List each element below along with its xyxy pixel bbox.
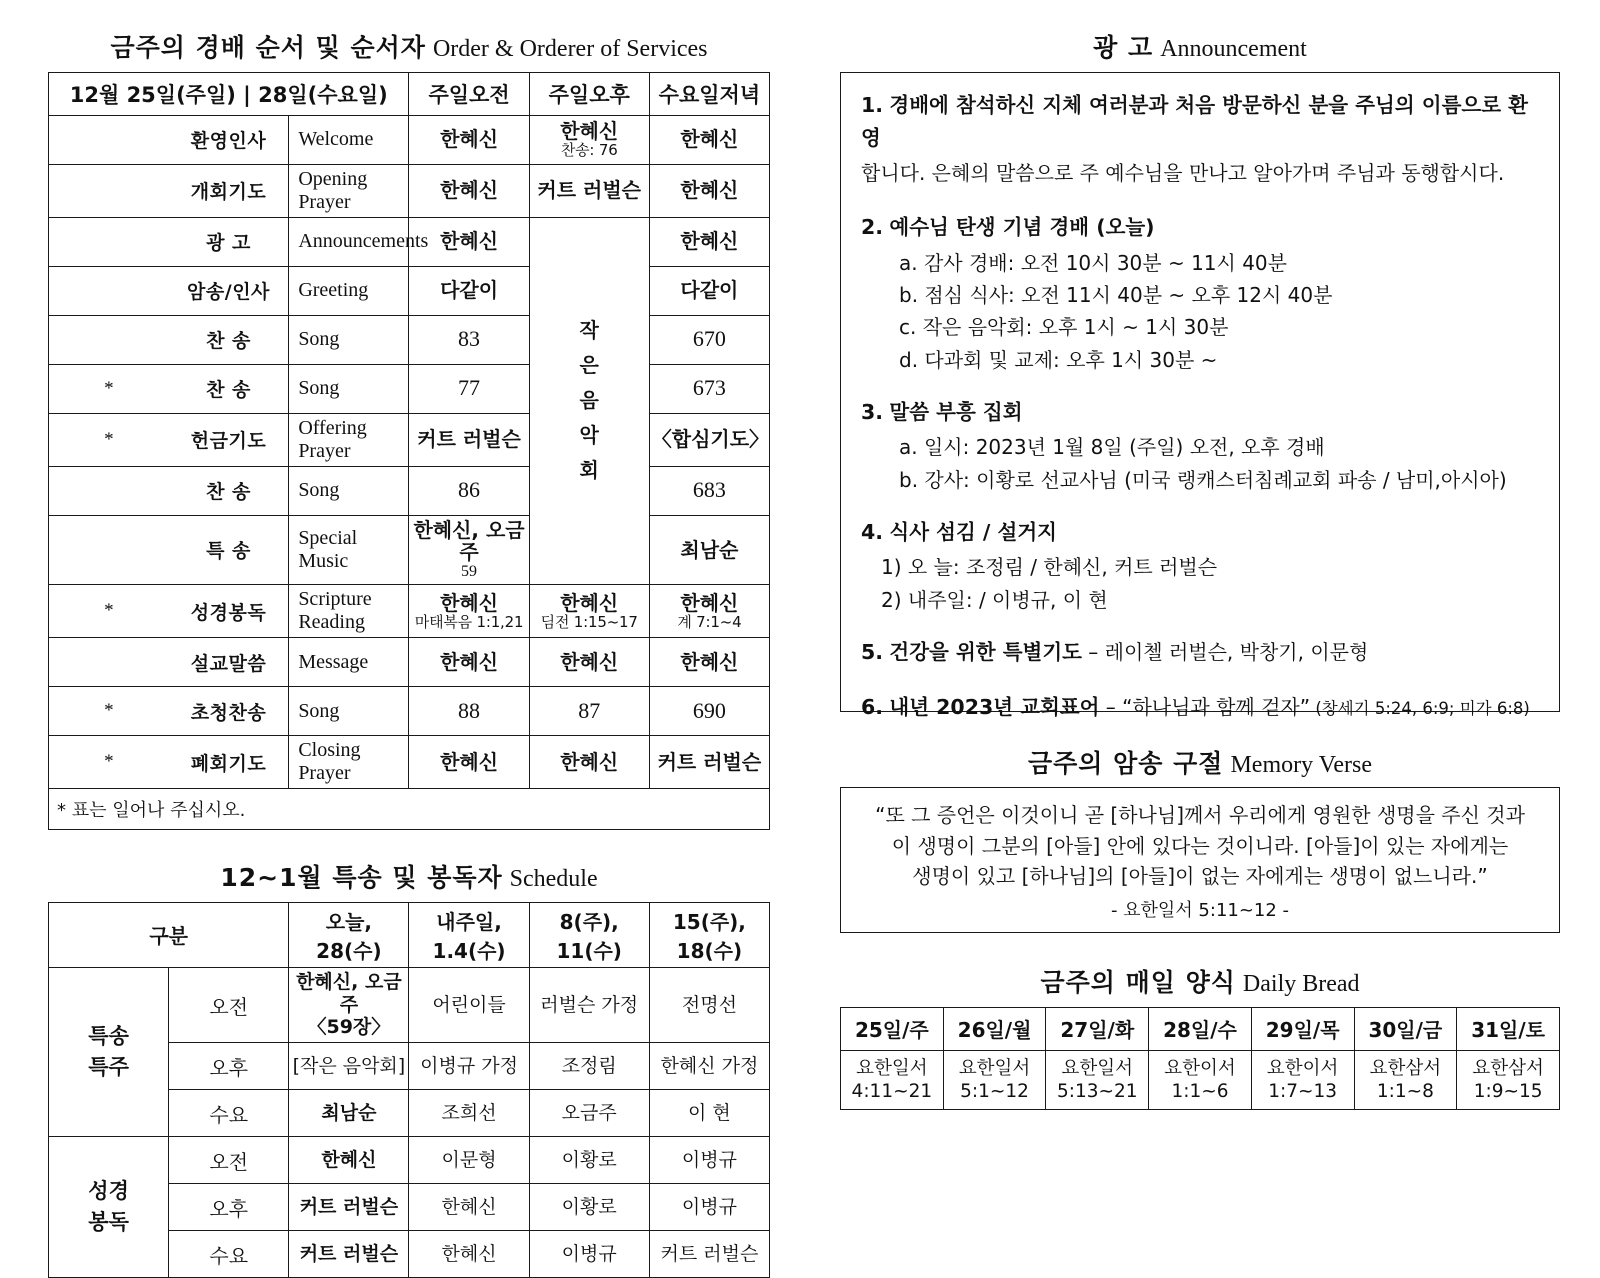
schedule-cell: 한혜신 (409, 1184, 529, 1231)
table-row (49, 687, 770, 736)
schedule-cell: 이병규 (649, 1184, 769, 1231)
announcement-item-number: 4. (861, 520, 884, 545)
announcement-item (861, 211, 1541, 244)
announcement-item-reference: (창세기 5:24, 6:9; 미가 6:8) (1310, 699, 1530, 719)
schedule-cell: 커트 러벌슨 (289, 1184, 409, 1231)
order-row-label-ko: 특 송 (169, 515, 289, 585)
schedule-cell: 이 현 (649, 1090, 769, 1137)
announcement-item-heading: 건강을 위한 특별기도 (889, 640, 1082, 665)
order-header-row (49, 72, 770, 115)
announcement-spacer (861, 671, 1541, 691)
daily-bread-passage (1457, 1050, 1560, 1109)
order-row-star (49, 515, 169, 585)
order-row-star: * (49, 364, 169, 413)
order-cell-wed: 690 (649, 687, 769, 736)
order-row-label-ko: 찬 송 (169, 315, 289, 364)
order-cell-sun-am: 다같이 (409, 266, 529, 315)
order-row-star: * (49, 413, 169, 466)
order-cell-sun-pm-merged (529, 217, 649, 585)
schedule-group-label: 성경 봉독 (49, 1137, 169, 1278)
order-row-label-en: Offering Prayer (289, 413, 409, 466)
table-row (49, 217, 770, 266)
order-row-star (49, 115, 169, 164)
daily-bread-book: 요한일서 (958, 1057, 1031, 1079)
schedule-header-category: 구분 (49, 902, 289, 967)
announcement-item-continuation (861, 157, 1541, 189)
order-row-label-ko: 성경봉독 (169, 585, 289, 638)
schedule-cell: 한혜신 (409, 1231, 529, 1278)
schedule-time-label: 수요 (169, 1231, 289, 1278)
schedule-cell: 이황로 (529, 1184, 649, 1231)
order-row-star (49, 217, 169, 266)
order-title-en: Order & Orderer of Services (432, 36, 708, 62)
announcement-title (840, 34, 1560, 64)
schedule-header-col: 오늘, 28(수) (289, 902, 409, 967)
schedule-cell: 이병규 (649, 1137, 769, 1184)
daily-bread-table (840, 1007, 1560, 1110)
schedule-time-label: 오전 (169, 1137, 289, 1184)
order-footnote-row (49, 789, 770, 830)
daily-bread-book: 요한삼서 (1369, 1057, 1442, 1079)
order-cell-sun-pm: 한혜신 (529, 736, 649, 789)
schedule-group-label: 특송 특주 (49, 967, 169, 1136)
table-row (49, 736, 770, 789)
schedule-cell: 한혜신 가정 (649, 1043, 769, 1090)
order-cell-sun-am: 한혜신 (409, 115, 529, 164)
order-row-label-en: Song (289, 315, 409, 364)
daily-bread-passage (943, 1050, 1046, 1109)
order-cell-wed: 683 (649, 466, 769, 515)
daily-bread-title-ko: 금주의 매일 양식 (1040, 968, 1236, 998)
schedule-cell: 한혜신, 오금주 〈59장〉 (289, 967, 409, 1042)
daily-bread-passage (1251, 1050, 1354, 1109)
schedule-cell: 이문형 (409, 1137, 529, 1184)
order-cell-wed: 다같이 (649, 266, 769, 315)
memory-verse-line: 이 생명이 그분의 [아들] 안에 있다는 것이니라. [아들]이 있는 자에게는 (891, 833, 1509, 858)
order-cell-sun-am: 한혜신 (409, 638, 529, 687)
announcement-spacer (861, 376, 1541, 396)
schedule-cell: 이병규 (529, 1231, 649, 1278)
announcement-item-number: 1. (861, 92, 884, 117)
order-row-label-ko: 환영인사 (169, 115, 289, 164)
daily-bread-body-row (841, 1050, 1560, 1109)
schedule-time-label: 오후 (169, 1184, 289, 1231)
order-row-star (49, 266, 169, 315)
memory-verse-box (840, 787, 1560, 933)
order-cell-sun-pm: 한혜신 (529, 638, 649, 687)
announcement-subitem: 1) 오 늘: 조정림 / 한혜신, 커트 러벌슨 (881, 555, 1218, 580)
table-row (49, 515, 770, 585)
schedule-time-label: 오전 (169, 967, 289, 1042)
order-row-label-ko: 폐회기도 (169, 736, 289, 789)
daily-bread-day-header: 29일/목 (1251, 1007, 1354, 1050)
schedule-title-en: Schedule (509, 866, 598, 893)
announcement-item (861, 396, 1541, 429)
order-cell-sun-pm: 87 (529, 687, 649, 736)
order-cell-sun-am: 88 (409, 687, 529, 736)
schedule-header-row (49, 902, 770, 967)
schedule-cell: 한혜신 (289, 1137, 409, 1184)
order-row-star (49, 164, 169, 217)
daily-bread-passage (841, 1050, 944, 1109)
order-cell-sun-pm: 한혜신 딤전 1:15~17 (529, 585, 649, 638)
order-row-label-en: Scripture Reading (289, 585, 409, 638)
order-row-label-en: Greeting (289, 266, 409, 315)
order-cell-sun-am: 커트 러벌슨 (409, 413, 529, 466)
schedule-title (48, 864, 770, 894)
announcement-spacer (861, 616, 1541, 636)
order-cell-sun-am: 77 (409, 364, 529, 413)
order-row-label-en: Song (289, 466, 409, 515)
table-row (49, 585, 770, 638)
schedule-header-col: 8(주), 11(수) (529, 902, 649, 967)
table-row (49, 638, 770, 687)
order-row-label-en: Message (289, 638, 409, 687)
schedule-cell: 조정림 (529, 1043, 649, 1090)
order-row-label-en: Welcome (289, 115, 409, 164)
order-row-star (49, 638, 169, 687)
order-cell-wed: 한혜신 계 7:1~4 (649, 585, 769, 638)
daily-bread-day-header: 31일/토 (1457, 1007, 1560, 1050)
announcement-item-heading: 말씀 부흥 집회 (889, 400, 1023, 425)
order-cell-wed: 한혜신 (649, 217, 769, 266)
schedule-time-label: 수요 (169, 1090, 289, 1137)
schedule-cell: 커트 러벌슨 (289, 1231, 409, 1278)
order-row-label-ko: 암송/인사 (169, 266, 289, 315)
daily-bread-verse: 5:13~21 (1056, 1080, 1138, 1102)
announcement-subitem: a. 감사 경배: 오전 10시 30분 ~ 11시 40분 (899, 250, 1287, 275)
order-cell-sun-am: 한혜신 (409, 217, 529, 266)
announcement-subitem: 2) 내주일: / 이병규, 이 현 (881, 587, 1108, 612)
daily-bread-verse: 4:11~21 (851, 1080, 933, 1102)
announcement-item (861, 516, 1541, 549)
memory-verse-line: “또 그 증언은 이것이니 곧 [하나님]께서 우리에게 영원한 생명을 주신 것과 (875, 803, 1525, 828)
order-title-ko: 금주의 경배 순서 및 순서자 (110, 33, 426, 62)
daily-bread-book: 요한이서 (1266, 1057, 1339, 1079)
daily-bread-passage (1046, 1050, 1149, 1109)
schedule-title-ko: 12~1월 특송 및 봉독자 (220, 863, 503, 893)
table-row (49, 466, 770, 515)
order-cell-wed: 673 (649, 364, 769, 413)
announcement-subitem: c. 작은 음악회: 오후 1시 ~ 1시 30분 (899, 315, 1229, 340)
order-cell-sun-pm: 커트 러벌슨 (529, 164, 649, 217)
order-cell-wed: 최남순 (649, 515, 769, 585)
announcement-subitem: d. 다과회 및 교제: 오후 1시 30분 ~ (899, 347, 1218, 372)
order-header-dates: 12월 25일(주일) | 28일(수요일) (49, 72, 409, 115)
announcement-item (861, 636, 1541, 669)
announcement-title-ko: 광 고 (1093, 33, 1154, 62)
announcement-item-number: 3. (861, 400, 884, 425)
order-row-label-ko: 개회기도 (169, 164, 289, 217)
table-row (49, 967, 770, 1042)
daily-bread-book: 요한이서 (1164, 1057, 1236, 1079)
order-row-star (49, 466, 169, 515)
order-header-sun-pm: 주일오후 (529, 72, 649, 115)
daily-bread-section (840, 969, 1560, 1110)
daily-bread-day-header: 25일/주 (841, 1007, 944, 1050)
daily-bread-verse: 1:1~8 (1376, 1080, 1434, 1102)
announcement-item-heading: 내년 2023년 교회표어 (889, 695, 1100, 720)
order-of-services-title (48, 34, 770, 64)
daily-bread-passage (1149, 1050, 1252, 1109)
announcement-item-heading-rest: – 레이첼 러벌슨, 박창기, 이문형 (1081, 640, 1369, 665)
announcement-spacer (861, 191, 1541, 211)
order-cell-wed: 커트 러벌슨 (649, 736, 769, 789)
order-cell-sun-am: 한혜신 마태복음 1:1,21 (409, 585, 529, 638)
announcement-item-number: 5. (861, 640, 884, 665)
order-cell-wed: 한혜신 (649, 164, 769, 217)
schedule-cell: 러벌슨 가정 (529, 967, 649, 1042)
order-row-label-ko: 설교말씀 (169, 638, 289, 687)
daily-bread-verse: 1:9~15 (1473, 1080, 1543, 1102)
daily-bread-day-header: 30일/금 (1354, 1007, 1457, 1050)
order-cell-sun-am: 한혜신 (409, 736, 529, 789)
announcement-item-heading: 식사 섬김 / 설거지 (889, 520, 1057, 545)
order-row-label-ko: 헌금기도 (169, 413, 289, 466)
schedule-header-col: 내주일, 1.4(수) (409, 902, 529, 967)
announcement-item-continuation-text: 합니다. 은혜의 말씀으로 주 예수님을 만나고 알아가며 주님과 동행합시다. (861, 161, 1505, 185)
table-row (49, 315, 770, 364)
announcement-box (840, 72, 1560, 720)
daily-bread-verse: 5:1~12 (960, 1080, 1029, 1102)
order-row-label-en: Announcements (289, 217, 409, 266)
memory-verse-section (840, 750, 1560, 934)
order-row-label-ko: 찬 송 (169, 364, 289, 413)
announcement-item (861, 691, 1541, 724)
daily-bread-book: 요한삼서 (1472, 1057, 1544, 1079)
daily-bread-verse: 1:1~6 (1171, 1080, 1229, 1102)
daily-bread-passage (1354, 1050, 1457, 1109)
table-row (49, 164, 770, 217)
left-column (0, 0, 800, 1268)
memory-verse-title (840, 750, 1560, 780)
daily-bread-book: 요한일서 (856, 1057, 928, 1079)
order-cell-sun-am: 한혜신 (409, 164, 529, 217)
order-cell-sun-am: 한혜신, 오금주 59 (409, 515, 529, 585)
order-row-label-ko: 초청찬송 (169, 687, 289, 736)
table-row (49, 364, 770, 413)
announcement-item-number: 6. (861, 695, 884, 720)
memory-verse-line: 생명이 있고 [하나님]의 [아들]이 없는 자에게는 생명이 없느니라.” (912, 863, 1488, 888)
memory-verse-title-en: Memory Verse (1230, 751, 1372, 778)
order-row-star: * (49, 736, 169, 789)
schedule-cell: 이황로 (529, 1137, 649, 1184)
announcement-item-heading: 예수님 탄생 기념 경배 (오늘) (889, 215, 1155, 240)
order-header-sun-am: 주일오전 (409, 72, 529, 115)
table-row (49, 115, 770, 164)
order-footnote: * 표는 일어나 주십시오. (49, 789, 770, 830)
order-row-label-en: Opening Prayer (289, 164, 409, 217)
daily-bread-title-en: Daily Bread (1242, 971, 1360, 998)
schedule-cell: 커트 러벌슨 (649, 1231, 769, 1278)
order-of-services-table (48, 72, 770, 831)
announcement-item-number: 2. (861, 215, 884, 240)
order-cell-wed: 한혜신 (649, 638, 769, 687)
schedule-cell: 오금주 (529, 1090, 649, 1137)
order-cell-sun-am: 83 (409, 315, 529, 364)
order-row-label-ko: 광 고 (169, 217, 289, 266)
daily-bread-day-header: 26일/월 (943, 1007, 1046, 1050)
announcement-title-en: Announcement (1160, 36, 1307, 62)
schedule-time-label: 오후 (169, 1043, 289, 1090)
right-column (800, 0, 1600, 1132)
announcement-spacer (861, 496, 1541, 516)
daily-bread-day-header: 27일/화 (1046, 1007, 1149, 1050)
schedule-cell: [작은 음악회] (289, 1043, 409, 1090)
order-row-star: * (49, 687, 169, 736)
announcement-item-heading: 경배에 참석하신 지체 여러분과 처음 방문하신 분을 주님의 이름으로 환영 (861, 92, 1528, 150)
schedule-table (48, 902, 770, 1278)
announcement-subitem: b. 점심 식사: 오전 11시 40분 ~ 오후 12시 40분 (899, 282, 1333, 307)
table-row (49, 1137, 770, 1184)
order-cell-sun-am: 86 (409, 466, 529, 515)
schedule-cell: 전명선 (649, 967, 769, 1042)
schedule-cell: 조희선 (409, 1090, 529, 1137)
table-row (49, 413, 770, 466)
table-row (49, 266, 770, 315)
schedule-cell: 어린이들 (409, 967, 529, 1042)
order-row-star (49, 315, 169, 364)
announcement-subitem: a. 일시: 2023년 1월 8일 (주일) 오전, 오후 경배 (899, 435, 1325, 460)
order-cell-wed: 670 (649, 315, 769, 364)
order-row-star: * (49, 585, 169, 638)
announcement-item (861, 89, 1541, 155)
daily-bread-book: 요한일서 (1061, 1057, 1133, 1079)
schedule-cell: 이병규 가정 (409, 1043, 529, 1090)
schedule-header-col: 15(주), 18(수) (649, 902, 769, 967)
daily-bread-verse: 1:7~13 (1268, 1080, 1338, 1102)
announcement-subitem: b. 강사: 이황로 선교사님 (미국 랭캐스터침례교회 파송 / 남미,아시아) (899, 467, 1507, 492)
daily-bread-day-header: 28일/수 (1149, 1007, 1252, 1050)
order-row-label-en: Closing Prayer (289, 736, 409, 789)
announcement-item-heading-rest: – “하나님과 함께 걷자” (1099, 695, 1311, 720)
order-cell-wed: 한혜신 (649, 115, 769, 164)
order-cell-wed: 〈합심기도〉 (649, 413, 769, 466)
small-concert-vertical-label: 작 은 음 악 회 (579, 318, 599, 483)
memory-verse-reference: - 요한일서 5:11~12 - (1110, 900, 1290, 922)
order-header-wed-pm: 수요일저녁 (649, 72, 769, 115)
daily-bread-header-row (841, 1007, 1560, 1050)
schedule-section (48, 864, 770, 1278)
order-row-label-en: Song (289, 364, 409, 413)
order-cell-sun-pm: 한혜신 찬송: 76 (529, 115, 649, 164)
order-row-label-ko: 찬 송 (169, 466, 289, 515)
order-row-label-en: Song (289, 687, 409, 736)
schedule-cell: 최남순 (289, 1090, 409, 1137)
memory-verse-title-ko: 금주의 암송 구절 (1028, 748, 1224, 778)
order-row-label-en: Special Music (289, 515, 409, 585)
daily-bread-title (840, 969, 1560, 999)
